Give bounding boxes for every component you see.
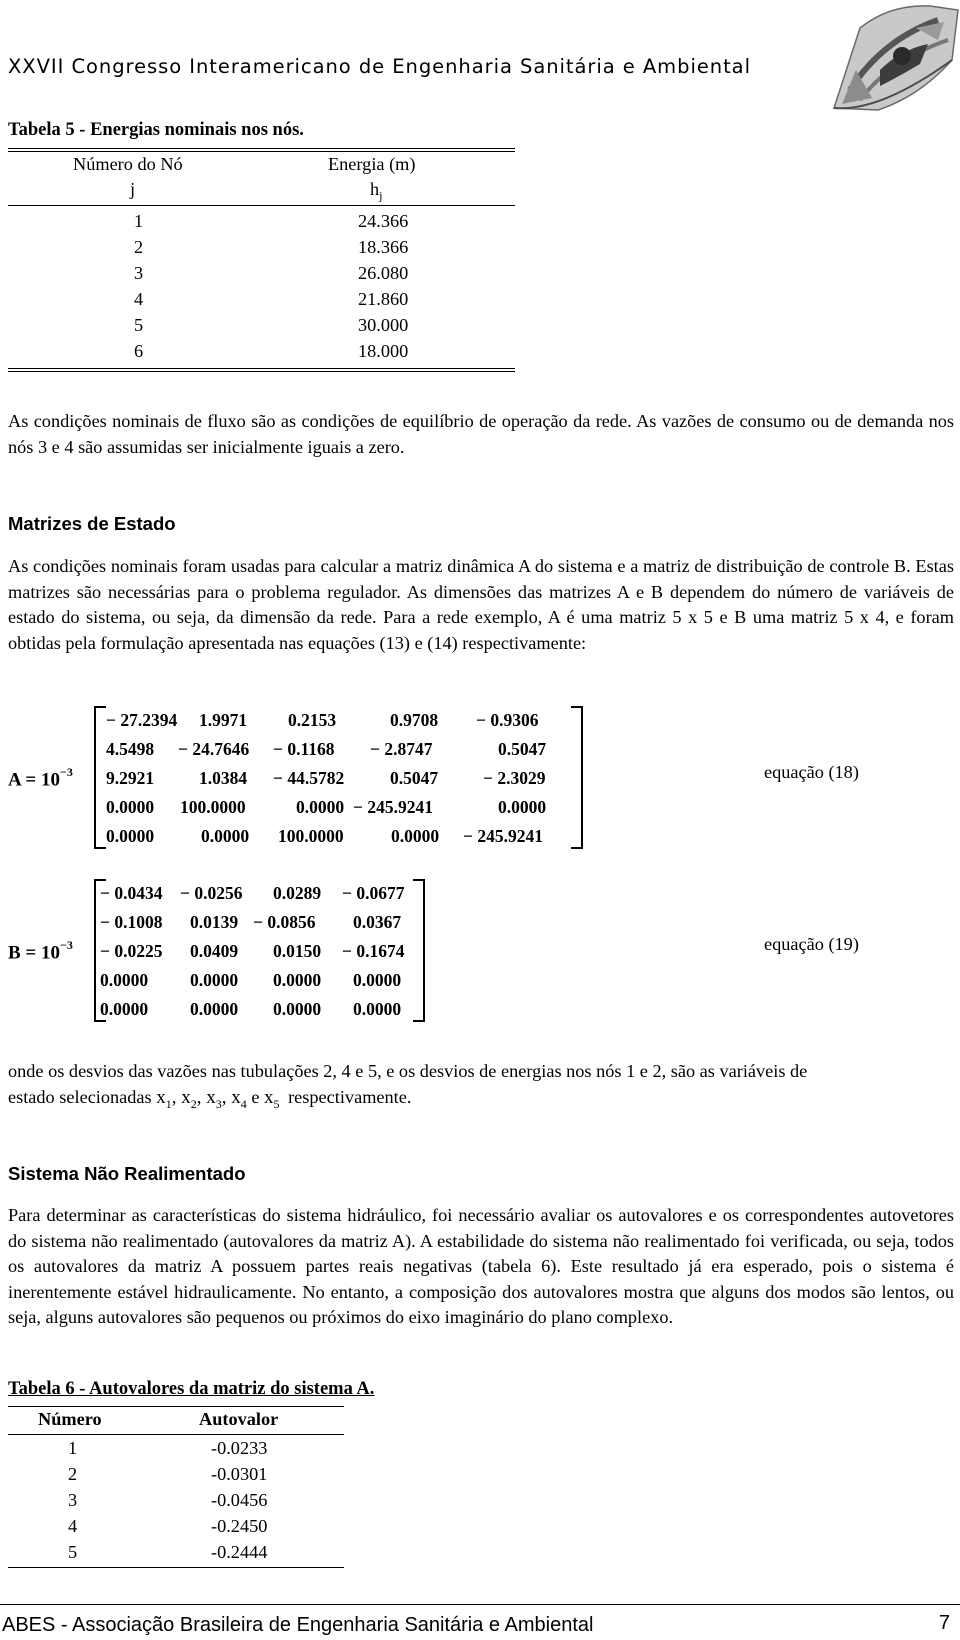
table5-col2-symbol: $h_j$ [370, 179, 383, 203]
matrix-a-cell: 0.5047 [390, 768, 439, 788]
equation-19-label: equação (19) [764, 934, 859, 954]
table6-cell-eigenvalue: -0.0301 [211, 1464, 268, 1484]
matrix-a-cell: 100.0000 [278, 826, 344, 846]
matrix-a-cell: 0.0000 [106, 826, 155, 846]
section-heading-open-loop: Sistema Não Realimentado [8, 1163, 246, 1184]
table5-bottom-rule [8, 368, 515, 369]
table5-col1-symbol: j [130, 179, 136, 199]
table6-header-rule [8, 1434, 344, 1435]
matrix-b-cell: 0.0000 [190, 970, 239, 990]
matrix-a-cell: 9.2921 [106, 768, 155, 788]
matrix-a-cell: 1.0384 [199, 768, 248, 788]
table5-cell-node: 4 [134, 289, 144, 309]
matrix-b-cell: 0.0000 [353, 970, 402, 990]
matrix-b [8, 875, 428, 1025]
table6-cell-eigenvalue: -0.2450 [211, 1516, 268, 1536]
state-variables-line2: estado selecionadas $x_1$, $x_2$, $x_3$, $x_4$ e $x_5$ respectivamente. [8, 1087, 412, 1111]
matrix-a-cell: − 245.9241 [463, 826, 543, 846]
table5-bottom-rule-2 [8, 371, 515, 372]
matrix-a-cell: 0.0000 [296, 797, 345, 817]
table5-top-rule-2 [8, 151, 515, 152]
table5-cell-node: 2 [134, 237, 144, 257]
equation-18-label: equação (18) [764, 762, 859, 782]
table6-cell-number: 5 [68, 1542, 78, 1562]
matrix-b-cell: − 0.0677 [342, 883, 405, 903]
matrix-a-cell: 4.5498 [106, 739, 155, 759]
matrix-b-cell: − 0.1008 [100, 912, 163, 932]
matrix-a-cell: 0.0000 [498, 797, 547, 817]
table5-cell-energy: 24.366 [358, 211, 409, 231]
table6-cell-number: 3 [68, 1490, 78, 1510]
conference-logo-icon [820, 0, 960, 120]
matrix-a-lhs: $A = 10^{-3}$ [8, 765, 73, 791]
matrix-a-cell: − 2.8747 [370, 739, 433, 759]
matrix-a-cell: 0.0000 [201, 826, 250, 846]
matrix-b-cell: 0.0000 [190, 999, 239, 1019]
matrix-a-cell: 1.9971 [199, 710, 248, 730]
matrix-b-cell: 0.0367 [353, 912, 402, 932]
paragraph-state-variables [8, 1058, 954, 1117]
matrix-b-cell: − 0.0256 [180, 883, 243, 903]
matrix-a-cell: − 245.9241 [353, 797, 433, 817]
table6-cell-number: 4 [68, 1516, 78, 1536]
matrix-b-cell: 0.0139 [190, 912, 239, 932]
matrix-b-cell: 0.0000 [353, 999, 402, 1019]
table6-bottom-rule [8, 1567, 344, 1568]
table5-cell-node: 3 [134, 263, 144, 283]
matrix-b-cell: 0.0000 [273, 999, 322, 1019]
matrix-b-cell: − 0.0225 [100, 941, 163, 961]
matrix-a-cell: 100.0000 [180, 797, 246, 817]
table6-col2-header: Autovalor [199, 1409, 279, 1429]
matrix-a-cell: − 0.1168 [273, 739, 335, 759]
footer-rule [0, 1604, 960, 1605]
matrix-a-cell: − 44.5782 [273, 768, 345, 788]
matrix-b-cell: − 0.1674 [342, 941, 405, 961]
page-number: 7 [938, 1612, 950, 1634]
table5-col1-header: Número do Nó [73, 154, 183, 174]
matrix-a-left-bracket [94, 706, 106, 849]
table6-cell-eigenvalue: -0.0456 [211, 1490, 268, 1510]
table5-cell-energy: 26.080 [358, 263, 409, 283]
conference-title: XXVII Congresso Interamericano de Engenharia Sanitária e Ambiental [8, 55, 751, 78]
table6-top-rule [8, 1406, 344, 1407]
matrix-b-cell: − 0.0434 [100, 883, 163, 903]
matrix-b-cell: 0.0000 [100, 999, 149, 1019]
matrix-a [8, 702, 628, 852]
matrix-a-cell: 0.0000 [106, 797, 155, 817]
matrix-a-cell: − 27.2394 [106, 710, 178, 730]
matrix-a-cell: 0.2153 [288, 710, 337, 730]
paragraph-open-loop: Para determinar as características do sistema hidráulico, foi necessário avaliar os autovalores e os correspondentes autovetores do sistema não realimentado (autovalores da matriz A). A estabilidade do sistema não realimentado foi verificada, ou seja, todos os autovalores da matriz A possuem partes reais negativas (tabela 6). Este resultado já era esperado, pois o sistema é inerentemente estável hidraulicamente. No entanto, a composição dos autovalores mostra que alguns dos modos são lentos, ou seja, alguns autovalores são pequenos ou próximos do eixo imaginário do plano complexo. [8, 1205, 954, 1328]
section-heading-state-matrices: Matrizes de Estado [8, 513, 176, 534]
paragraph-nominal-conditions: As condições nominais de fluxo são as condições de equilíbrio de operação da rede. As vazões de consumo ou de demanda nos nós 3 e 4 são assumidas ser inicialmente iguais a zero. [8, 411, 954, 457]
table6-cell-number: 1 [68, 1438, 78, 1458]
matrix-b-cell: 0.0289 [273, 883, 322, 903]
matrix-b-cell: − 0.0856 [253, 912, 316, 932]
matrix-b-right-bracket [413, 879, 425, 1022]
paragraph-state-matrices: As condições nominais foram usadas para calcular a matriz dinâmica A do sistema e a matriz de distribuição de controle B. Estas matrizes são necessárias para o problema regulador. As dimensões das matrizes A e B dependem do número de variáveis de estado do sistema, ou seja, da dimensão da rede. Para a rede exemplo, A é uma matriz 5 x 5 e B uma matriz 5 x 4, e foram obtidas pela formulação apresentada nas equações (13) e (14) respectivamente: [8, 556, 954, 653]
matrix-b-cell: 0.0000 [100, 970, 149, 990]
matrix-a-right-bracket [571, 706, 583, 849]
matrix-a-cell: 0.0000 [391, 826, 440, 846]
matrix-b-cell: 0.0150 [273, 941, 322, 961]
table6-caption: Tabela 6 - Autovalores da matriz do sistema A. [8, 1379, 375, 1399]
table6-cell-eigenvalue: -0.0233 [211, 1438, 268, 1458]
table6-col1-header: Número [38, 1409, 102, 1429]
table5-cell-energy: 21.860 [358, 289, 409, 309]
table5-header-rule [8, 205, 515, 206]
matrix-b-lhs: $B = 10^{-3}$ [8, 938, 73, 964]
table5-cell-energy: 18.366 [358, 237, 409, 257]
state-variables-line1: onde os desvios das vazões nas tubulações 2, 4 e 5, e os desvios de energias nos nós 1 e 2, são as variáveis de [8, 1061, 808, 1081]
table5-top-rule [8, 148, 515, 149]
table5-cell-node: 1 [134, 211, 144, 231]
table5-cell-energy: 18.000 [358, 341, 409, 361]
table5-col2-header: Energia (m) [328, 154, 416, 174]
table5-cell-node: 6 [134, 341, 144, 361]
matrix-a-cell: 0.5047 [498, 739, 547, 759]
matrix-a-cell: − 0.9306 [476, 710, 539, 730]
table6-cell-number: 2 [68, 1464, 78, 1484]
table5-cell-node: 5 [134, 315, 144, 335]
matrix-b-cell: 0.0409 [190, 941, 239, 961]
footer-association: ABES - Associação Brasileira de Engenharia Sanitária e Ambiental [2, 1614, 594, 1636]
matrix-a-cell: 0.9708 [390, 710, 439, 730]
table5-cell-energy: 30.000 [358, 315, 409, 335]
table5-caption: Tabela 5 - Energias nominais nos nós. [8, 120, 304, 140]
matrix-a-cell: − 24.7646 [178, 739, 250, 759]
table6-cell-eigenvalue: -0.2444 [211, 1542, 268, 1562]
matrix-a-cell: − 2.3029 [483, 768, 546, 788]
matrix-b-cell: 0.0000 [273, 970, 322, 990]
